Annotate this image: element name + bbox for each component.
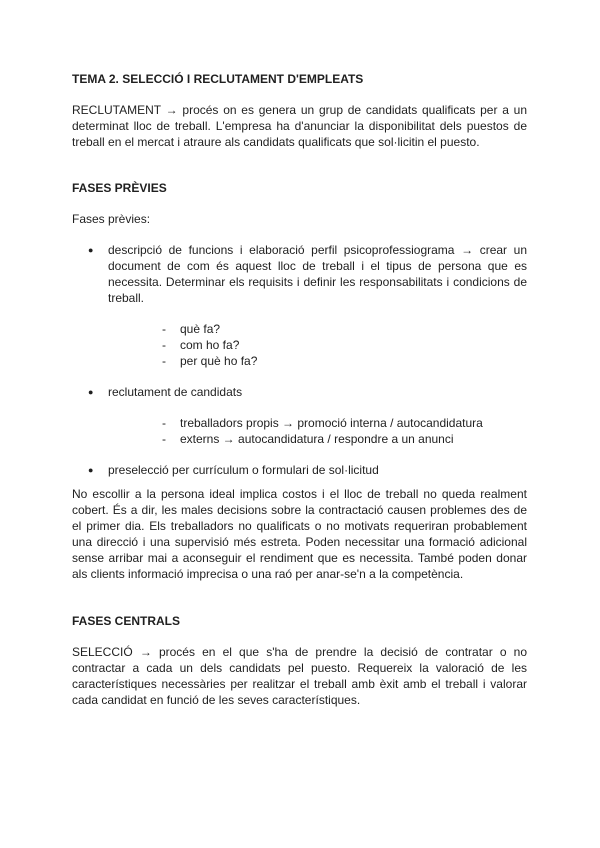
closing-paragraph: No escollir a la persona ideal implica costos i el lloc de treball no queda realment cobert. És a dir, les males decisions sobre la contractació causen problemes des de el primer dia. Els treballadors no qualificats o no motivats requeriran probablement una direcció i una supervisió més estreta. Poden necessitar una formació adicional sense arribar mai a aconseguir el rendiment que es necessita. També poden donar als clients informació imprecisa o una raó per anar-se'n a la competència. bbox=[72, 487, 527, 581]
sub-list-item: - què fa? bbox=[108, 321, 527, 337]
sub-list bbox=[108, 415, 527, 447]
fases-previes-list bbox=[72, 242, 527, 478]
bullet-text: ● reclutament de candidats bbox=[108, 385, 243, 399]
list-item bbox=[72, 462, 527, 478]
seleccio-paragraph: SELECCIÓ → procés en el que s'ha de prendre la decisió de contratar o no contractar a cada un dels candidats pel puesto. Requereix la valoració de les característiques necessàries per realitzar el treball amb èxit amb el treball i valorar cada candidat en funció de les seves característiques. bbox=[72, 645, 527, 707]
sub-list-item: - com ho fa? bbox=[108, 337, 527, 353]
list-item bbox=[72, 242, 527, 369]
bullet-text: ● preselecció per currículum o formulari de sol·licitud bbox=[108, 463, 379, 477]
fases-previes-intro: Fases prèvies: bbox=[72, 212, 151, 226]
fases-centrals-heading: FASES CENTRALS bbox=[72, 614, 181, 628]
sub-list bbox=[108, 321, 527, 369]
list-item bbox=[72, 384, 527, 447]
sub-list-item: - treballadors propis → promoció interna / autocandidatura bbox=[108, 415, 527, 431]
document-title: TEMA 2. SELECCIÓ I RECLUTAMENT D'EMPLEATS bbox=[72, 72, 364, 86]
sub-list-item: - externs → autocandidatura / respondre a un anunci bbox=[108, 431, 527, 447]
bullet-text: ● descripció de funcions i elaboració perfil psicoprofessiograma → crear un document de com és aquest lloc de treball i el tipus de persona que es necessita. Determinar els requisits i definir les responsabilitats i condicions de treball. bbox=[108, 243, 527, 305]
fases-previes-heading: FASES PRÈVIES bbox=[72, 181, 167, 195]
sub-list-item: - per què ho fa? bbox=[108, 353, 527, 369]
reclutament-paragraph: RECLUTAMENT → procés on es genera un grup de candidats qualificats per a un determinat lloc de treball. L'empresa ha d'anunciar la disponibilitat dels puestos de treball en el mercat i atraure als candidats qualificats que sol·licitin el puesto. bbox=[72, 103, 527, 149]
document-body bbox=[72, 71, 527, 708]
